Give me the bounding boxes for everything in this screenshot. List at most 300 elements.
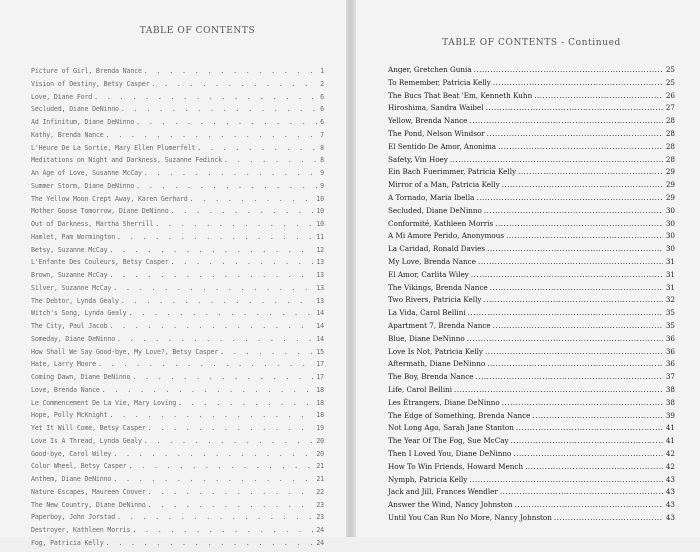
entry-title: Blue, Diane DeNinno (388, 333, 465, 343)
dot-leader (467, 334, 663, 343)
entry-title: Apartment 7, Brenda Nance (388, 320, 491, 330)
entry-title: To Remember, Patricia Kelly (388, 77, 491, 87)
entry-page-number: 13 (316, 283, 324, 292)
dot-leader (144, 169, 317, 177)
entry-page-number: 20 (316, 436, 324, 445)
dot-leader (148, 501, 314, 509)
dot-leader (490, 283, 663, 292)
entry-title: The Boy, Brenda Nance (388, 372, 474, 382)
entry-title: Conformité, Kathleen Morris (388, 218, 494, 228)
dot-leader (483, 295, 662, 304)
entry-title: Coming Dawn, Diane DeNinno (31, 373, 131, 381)
entry-page-number: 32 (665, 295, 675, 305)
entry-page-number: 17 (316, 360, 324, 369)
entry-title: Hope, Polly McKnight (31, 411, 108, 420)
contents-entry (388, 155, 675, 168)
contents-entry (31, 195, 324, 208)
entry-title: Then I Loved You, Diane DeNinno (388, 448, 512, 458)
entry-page-number: 42 (665, 448, 675, 458)
entry-page-number: 36 (665, 346, 675, 356)
dot-leader (94, 93, 317, 101)
entry-title: Vision of Destiny, Betsy Casper (31, 79, 150, 88)
dot-leader (485, 347, 663, 356)
entry-title: A Mi Amore Perido, Anonymous (388, 231, 505, 241)
contents-entry (388, 334, 675, 347)
contents-entry (31, 335, 324, 348)
entry-page-number: 30 (665, 218, 675, 228)
entry-page-number: 31 (665, 282, 675, 292)
dot-leader (450, 155, 663, 164)
dot-leader (513, 449, 662, 458)
contents-entry (388, 385, 675, 398)
contents-entry (31, 144, 324, 157)
contents-entry (31, 437, 324, 450)
entry-title: Ad Infinitum, Diane DeNinno (31, 118, 135, 126)
entry-title: Anthem, Diane DeNinno (31, 475, 112, 483)
entry-page-number: 28 (665, 116, 675, 126)
entry-page-number: 36 (665, 333, 675, 343)
contents-entry (31, 424, 324, 437)
entry-title: Secluded, Diane DeNinno (388, 205, 482, 215)
entry-title: The New Country, Diane DeNinno (31, 500, 146, 509)
dot-leader (471, 270, 663, 279)
contents-entry (31, 220, 324, 233)
dot-leader (515, 500, 663, 509)
entry-page-number: 10 (316, 207, 324, 216)
contents-entry (388, 244, 675, 257)
dot-leader (113, 475, 313, 483)
contents-entry (31, 475, 324, 488)
dot-leader (197, 144, 317, 152)
entry-page-number: 14 (316, 334, 324, 343)
entry-page-number: 26 (665, 90, 675, 100)
right-page-title: TABLE OF CONTENTS - Continued (442, 38, 621, 48)
entry-page-number: 22 (316, 487, 324, 496)
entry-page-number: 29 (665, 192, 675, 202)
contents-entry (31, 309, 324, 322)
dot-leader (121, 105, 317, 113)
contents-entry (31, 501, 324, 514)
contents-entry (31, 297, 324, 310)
contents-entry (31, 105, 324, 118)
contents-entry (388, 411, 675, 424)
dot-leader (117, 233, 313, 241)
dot-leader (178, 399, 313, 407)
dot-leader (534, 91, 663, 100)
dot-leader (109, 271, 313, 279)
contents-entry (388, 65, 675, 78)
contents-entry (31, 131, 324, 144)
entry-title: My Love, Brenda Nance (388, 256, 476, 266)
entry-title: Out of Darkness, Martha Sherrill (31, 220, 154, 228)
entry-title: Yet It Will Come, Betsy Casper (31, 424, 146, 432)
left-page (0, 0, 346, 547)
entry-page-number: 24 (316, 526, 324, 534)
entry-page-number: 35 (665, 308, 675, 318)
entry-title: Nature Escapes, Maureen Coover (31, 487, 146, 496)
contents-entry (31, 284, 324, 297)
dot-leader (502, 398, 663, 407)
contents-entry (31, 258, 324, 271)
dot-leader (518, 167, 663, 176)
right-contents-list (356, 65, 700, 526)
entry-title: Kathy, Brenda Nance (31, 130, 104, 139)
entry-page-number: 43 (665, 487, 675, 497)
entry-page-number: 8 (320, 143, 324, 152)
dot-leader (98, 360, 313, 368)
contents-entry (388, 231, 675, 244)
contents-entry (31, 271, 324, 284)
entry-title: Destroyer, Kathleen Morris (31, 526, 131, 534)
dot-leader (190, 195, 314, 203)
dot-leader (109, 246, 313, 254)
entry-title: Mother Goose Tomorrow, Diane DeNinno (31, 207, 169, 216)
dot-leader (109, 411, 313, 419)
entry-page-number: 31 (665, 269, 675, 279)
contents-entry (388, 283, 675, 296)
entry-page-number: 13 (316, 258, 324, 267)
entry-title: How To Win Friends, Howard Mench (388, 461, 524, 471)
entry-page-number: 18 (316, 385, 324, 394)
contents-entry (388, 513, 675, 526)
entry-title: Hate, Larry Moore (31, 360, 96, 369)
entry-title: The Bucs That Beat 'Em, Kenneth Kuhn (388, 90, 533, 100)
dot-leader (148, 424, 314, 432)
entry-page-number: 41 (665, 423, 675, 433)
entry-title: Color Wheel, Betsy Casper (31, 462, 127, 471)
entry-page-number: 11 (316, 232, 324, 241)
contents-entry (388, 206, 675, 219)
entry-title: L'Heure De La Sortie, Mary Ellen Plumerfelt (31, 143, 196, 152)
entry-page-number: 10 (316, 220, 324, 228)
book-gutter (346, 0, 356, 537)
entry-page-number: 36 (665, 359, 675, 369)
contents-entry (31, 67, 324, 80)
entry-page-number: 38 (665, 384, 675, 394)
entry-page-number: 28 (665, 128, 675, 138)
contents-entry (31, 118, 324, 131)
contents-entry (388, 219, 675, 232)
contents-entry (388, 91, 675, 104)
left-page-title: TABLE OF CONTENTS (139, 26, 256, 36)
contents-entry (31, 360, 324, 373)
entry-title: Secluded, Diane DeNinno (31, 105, 119, 114)
dot-leader (117, 335, 313, 343)
entry-page-number: 30 (665, 244, 675, 254)
entry-page-number: 41 (665, 436, 675, 446)
contents-entry (31, 399, 324, 412)
entry-page-number: 29 (665, 180, 675, 190)
dot-leader (486, 103, 663, 112)
entry-title: Mirror of a Man, Patricia Kelly (388, 180, 500, 190)
entry-title: Aftermath, Diane DeNinno (388, 359, 486, 369)
dot-leader (468, 308, 663, 317)
entry-title: Love, Diane Ford (31, 92, 93, 101)
dot-leader (144, 67, 317, 75)
entry-title: The Debtor, Lynda Gealy (31, 296, 119, 305)
contents-entry (388, 347, 675, 360)
entry-page-number: 17 (316, 373, 324, 381)
contents-entry (31, 450, 324, 463)
entry-title: Paperboy, John Jorstad (31, 513, 116, 522)
entry-title: Love Is Not, Patricia Kelly (388, 346, 483, 356)
dot-leader (495, 219, 663, 228)
entry-page-number: 25 (665, 65, 675, 74)
contents-entry (388, 321, 675, 334)
entry-title: Love Is A Thread, Lynda Gealy (31, 436, 142, 445)
dot-leader (129, 309, 314, 317)
contents-entry (31, 233, 324, 246)
entry-page-number: 6 (320, 92, 324, 101)
entry-title: The City, Paul Jacob (31, 322, 108, 330)
dot-leader (487, 129, 663, 138)
dot-leader (484, 206, 663, 215)
entry-title: Until You Can Run No More, Nancy Johnston (388, 512, 552, 522)
dot-leader (155, 220, 313, 228)
contents-entry (31, 348, 324, 361)
dot-leader (148, 488, 314, 496)
contents-entry (388, 398, 675, 411)
entry-page-number: 31 (665, 256, 675, 266)
entry-page-number: 25 (665, 77, 675, 87)
dot-leader (151, 80, 317, 88)
entry-title: Good-bye, Carol Wiley (31, 449, 112, 458)
contents-entry (31, 386, 324, 399)
left-contents-list (0, 67, 346, 552)
contents-entry (31, 169, 324, 182)
entry-title: La Vida, Carol Bellini (388, 308, 466, 318)
dot-leader (132, 373, 313, 381)
entry-page-number: 37 (665, 372, 675, 382)
contents-entry (31, 373, 324, 386)
contents-entry (31, 207, 324, 220)
entry-page-number: 9 (320, 181, 324, 190)
dot-leader (532, 411, 662, 420)
entry-title: El Amor, Carlita Wiley (388, 269, 469, 279)
contents-entry (388, 167, 675, 180)
entry-page-number: 8 (320, 156, 324, 165)
entry-page-number: 9 (320, 169, 324, 177)
entry-page-number: 42 (665, 461, 675, 471)
entry-page-number: 15 (316, 347, 324, 356)
entry-page-number: 10 (316, 194, 324, 203)
entry-page-number: 24 (316, 538, 324, 547)
entry-title: Someday, Diane DeNinno (31, 334, 116, 343)
entry-page-number: 43 (665, 512, 675, 522)
dot-leader (516, 423, 663, 432)
dot-leader (136, 182, 317, 190)
entry-page-number: 18 (316, 411, 324, 420)
entry-title: Love, Brenda Nance (31, 385, 100, 394)
entry-page-number: 14 (316, 309, 324, 318)
entry-title: Two Rivers, Patricia Kelly (388, 295, 482, 305)
entry-title: Jack and Jill, Frances Wendler (388, 487, 498, 497)
entry-title: Not Long Ago, Sarah Jane Stanton (388, 423, 514, 433)
entry-page-number: 23 (316, 513, 324, 522)
contents-entry (31, 462, 324, 475)
entry-page-number: 21 (316, 475, 324, 483)
contents-entry (388, 423, 675, 436)
dot-leader (109, 322, 313, 330)
entry-page-number: 2 (320, 79, 324, 88)
entry-title: Nymph, Patricia Kelly (388, 474, 468, 484)
entry-page-number: 30 (665, 231, 675, 241)
entry-page-number: 43 (665, 500, 675, 510)
contents-entry (388, 487, 675, 500)
entry-title: Safety, Vin Hoey (388, 154, 448, 164)
dot-leader (224, 156, 317, 164)
entry-page-number: 27 (665, 103, 675, 113)
entry-title: L'Enfante Des Couleurs, Betsy Casper (31, 258, 169, 267)
entry-page-number: 20 (316, 449, 324, 458)
entry-page-number: 28 (665, 154, 675, 164)
contents-entry (388, 180, 675, 193)
entry-title: The Year Of The Fog, Sue McCay (388, 436, 509, 446)
dot-leader (106, 131, 318, 139)
entry-title: Picture of Girl, Brenda Nance (31, 67, 142, 75)
entry-page-number: 12 (316, 245, 324, 254)
right-page (356, 0, 700, 537)
dot-leader (113, 450, 313, 458)
dot-leader (502, 180, 663, 189)
dot-leader (500, 487, 663, 496)
contents-entry (388, 129, 675, 142)
dot-leader (469, 116, 662, 125)
entry-title: Silver, Suzanne McCay (31, 283, 112, 292)
dot-leader (171, 258, 314, 266)
contents-entry (388, 103, 675, 116)
dot-leader (525, 462, 663, 471)
entry-title: An Age of Love, Susanne McCay (31, 169, 142, 177)
dot-leader (129, 462, 314, 470)
dot-leader (511, 436, 663, 445)
dot-leader (487, 359, 663, 368)
entry-page-number: 28 (665, 141, 675, 151)
entry-page-number: 23 (316, 500, 324, 509)
entry-title: The Edge of Something, Brenda Nance (388, 410, 531, 420)
dot-leader (487, 244, 663, 253)
dot-leader (469, 475, 662, 484)
contents-entry (31, 246, 324, 259)
entry-title: Betsy, Suzanne McCay (31, 245, 108, 254)
entry-page-number: 29 (665, 167, 675, 177)
contents-entry (31, 182, 324, 195)
entry-page-number: 30 (665, 205, 675, 215)
entry-page-number: 13 (316, 296, 324, 305)
entry-title: La Caridad, Ronald Davies (388, 244, 486, 254)
entry-title: Le Commencement De La Vie, Mary Loving (31, 398, 177, 407)
entry-title: The Vikings, Brenda Nance (388, 282, 488, 292)
dot-leader (106, 539, 314, 547)
entry-title: Life, Carol Bellini (388, 384, 453, 394)
entry-page-number: 13 (316, 271, 324, 279)
dot-leader (132, 526, 313, 534)
dot-leader (121, 297, 314, 305)
entry-page-number: 1 (320, 67, 324, 75)
entry-title: A Tornado, Maria Ibella (388, 192, 475, 202)
dot-leader (476, 372, 663, 381)
dot-leader (493, 321, 663, 330)
dot-leader (136, 118, 317, 126)
entry-title: Yellow, Brenda Nance (388, 116, 468, 126)
dot-leader (171, 207, 314, 215)
contents-entry (31, 93, 324, 106)
dot-leader (117, 513, 313, 521)
contents-entry (388, 257, 675, 270)
dot-leader (478, 257, 663, 266)
contents-entry (388, 142, 675, 155)
entry-page-number: 21 (316, 462, 324, 471)
contents-entry (388, 359, 675, 372)
entry-page-number: 35 (665, 320, 675, 330)
entry-title: Fog, Patricia Kelly (31, 538, 104, 547)
entry-title: Les Étrangers, Diane DeNinno (388, 397, 500, 407)
dot-leader (113, 284, 313, 292)
entry-title: Brown, Suzanne McCay (31, 271, 108, 279)
entry-title: Anger, Gretchen Gunia (388, 65, 472, 74)
contents-entry (31, 80, 324, 93)
entry-page-number: 19 (316, 424, 324, 432)
entry-page-number: 18 (316, 398, 324, 407)
entry-title: Witch's Song, Lynda Gealy (31, 309, 127, 318)
entry-title: Hamlet, Pam Wormington (31, 232, 116, 241)
contents-entry (388, 500, 675, 513)
entry-title: El Sentido De Amor, Anonima (388, 141, 497, 151)
contents-entry (388, 295, 675, 308)
entry-title: Meditations on Night and Darkness, Suzanne Fedinck (31, 156, 222, 165)
dot-leader (506, 231, 663, 240)
contents-entry (388, 462, 675, 475)
dot-leader (102, 386, 314, 394)
contents-entry (388, 270, 675, 283)
dot-leader (476, 193, 662, 202)
entry-page-number: 43 (665, 474, 675, 484)
entry-page-number: 38 (665, 397, 675, 407)
dot-leader (474, 65, 663, 74)
entry-page-number: 6 (320, 118, 324, 126)
entry-page-number: 14 (316, 322, 324, 330)
entry-page-number: 6 (320, 105, 324, 114)
contents-entry (388, 308, 675, 321)
dot-leader (498, 142, 663, 151)
entry-title: The Yellow Moon Crept Away, Karen Gerhard (31, 194, 188, 203)
contents-entry (388, 475, 675, 488)
contents-entry (388, 372, 675, 385)
contents-entry (31, 411, 324, 424)
dot-leader (144, 437, 314, 445)
contents-entry (31, 539, 324, 552)
dot-leader (554, 513, 663, 522)
entry-page-number: 39 (665, 410, 675, 420)
contents-entry (31, 322, 324, 335)
entry-title: Ein Bach Fuerimmer, Patricia Kelly (388, 167, 517, 177)
contents-entry (388, 449, 675, 462)
dot-leader (220, 348, 313, 356)
entry-page-number: 7 (320, 130, 324, 139)
contents-entry (388, 78, 675, 91)
entry-title: How Shall We Say Good-bye, My Love?, Betsy Casper (31, 347, 219, 356)
entry-title: Summer Storm, Diane DeNinno (31, 181, 135, 190)
contents-entry (388, 193, 675, 206)
entry-title: Hiroshima, Sandra Waibel (388, 103, 484, 113)
contents-entry (31, 156, 324, 169)
contents-entry (31, 488, 324, 501)
contents-entry (388, 436, 675, 449)
dot-leader (454, 385, 663, 394)
entry-title: Answer the Wind, Nancy Johnston (388, 500, 513, 510)
dot-leader (493, 78, 663, 87)
contents-entry (31, 513, 324, 526)
